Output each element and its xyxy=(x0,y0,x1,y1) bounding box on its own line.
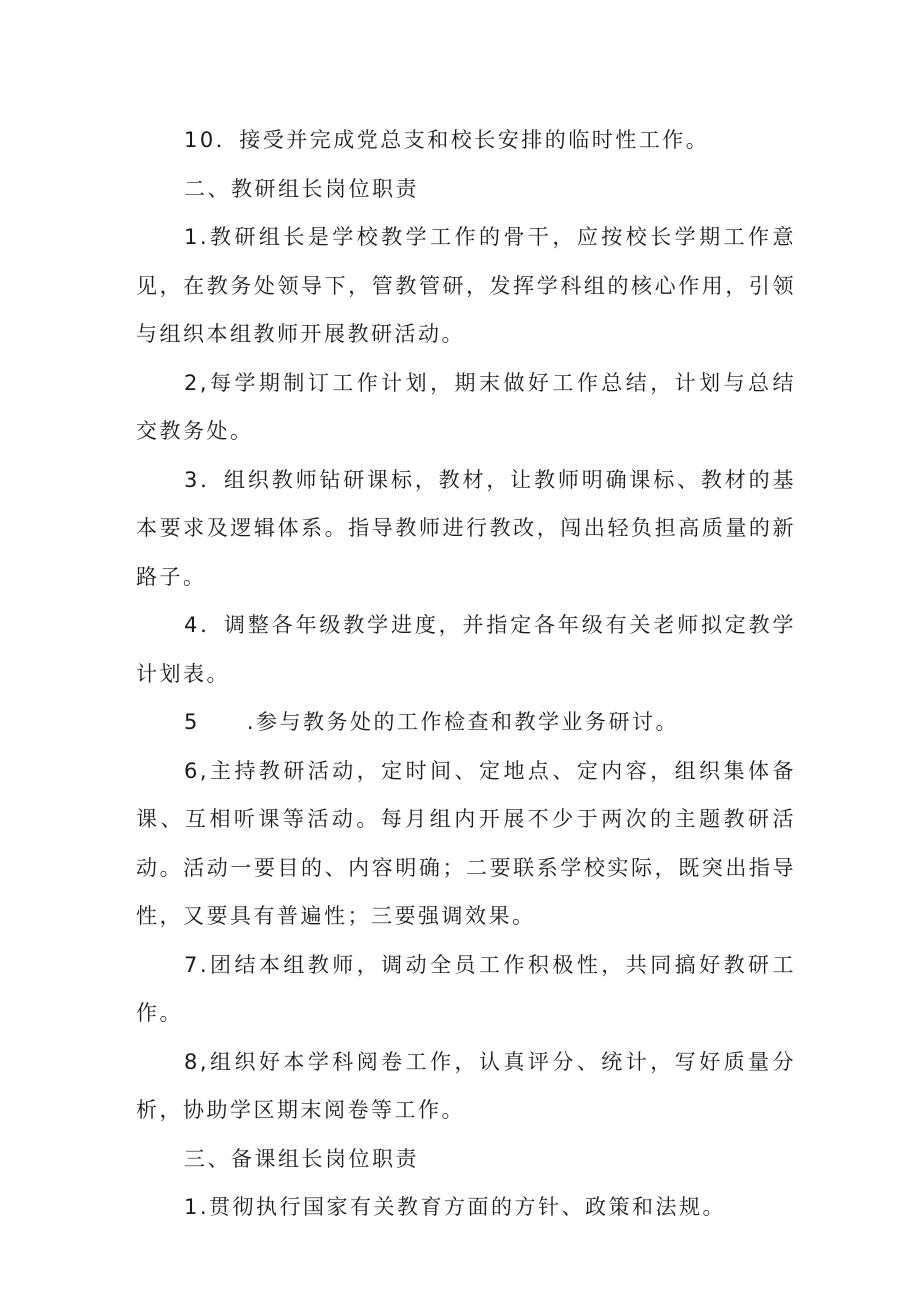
paragraph-temporary-work: 10．接受并完成党总支和校长安排的临时性工作。 xyxy=(184,128,710,152)
paragraph-duty-2: 2,每学期制订工作计划，期末做好工作总结，计划与总结交教务处。 xyxy=(136,370,796,443)
paragraph-duty-5: 5 .参与教务处的工作检查和教学业务研讨。 xyxy=(184,710,680,734)
section-heading-lesson-prep-leader: 三、备课组长岗位职责 xyxy=(184,1146,419,1171)
document-body xyxy=(136,116,796,1232)
paragraph-duty-6: 6,主持教研活动，定时间、定地点、定内容，组织集体备课、互相听课等活动。每月组内开展不少于两次的主题教研活动。活动一要目的、内容明确；二要联系学校实际，既突出指导性，又要具有普遍性；三要强调效果。 xyxy=(136,758,796,928)
paragraph-prep-duty-1: 1.贯彻执行国家有关教育方面的方针、政策和法规。 xyxy=(184,1195,727,1219)
paragraph-duty-3: 3．组织教师钻研课标，教材，让教师明确课标、教材的基本要求及逻辑体系。指导教师进行教改，闯出轻负担高质量的新路子。 xyxy=(136,467,796,589)
paragraph-duty-8: 8,组织好本学科阅卷工作，认真评分、统计，写好质量分析，协助学区期末阅卷等工作。 xyxy=(136,1049,796,1122)
section-heading-teaching-research-leader: 二、教研组长岗位职责 xyxy=(184,176,419,201)
paragraph-duty-1: 1.教研组长是学校教学工作的骨干，应按校长学期工作意见，在教务处领导下，管教管研，发挥学科组的核心作用，引领与组织本组教师开展教研活动。 xyxy=(136,225,796,346)
paragraph-duty-7: 7.团结本组教师，调动全员工作积极性，共同搞好教研工作。 xyxy=(136,952,796,1025)
paragraph-duty-4: 4．调整各年级教学进度，并指定各年级有关老师拟定教学计划表。 xyxy=(136,613,796,686)
